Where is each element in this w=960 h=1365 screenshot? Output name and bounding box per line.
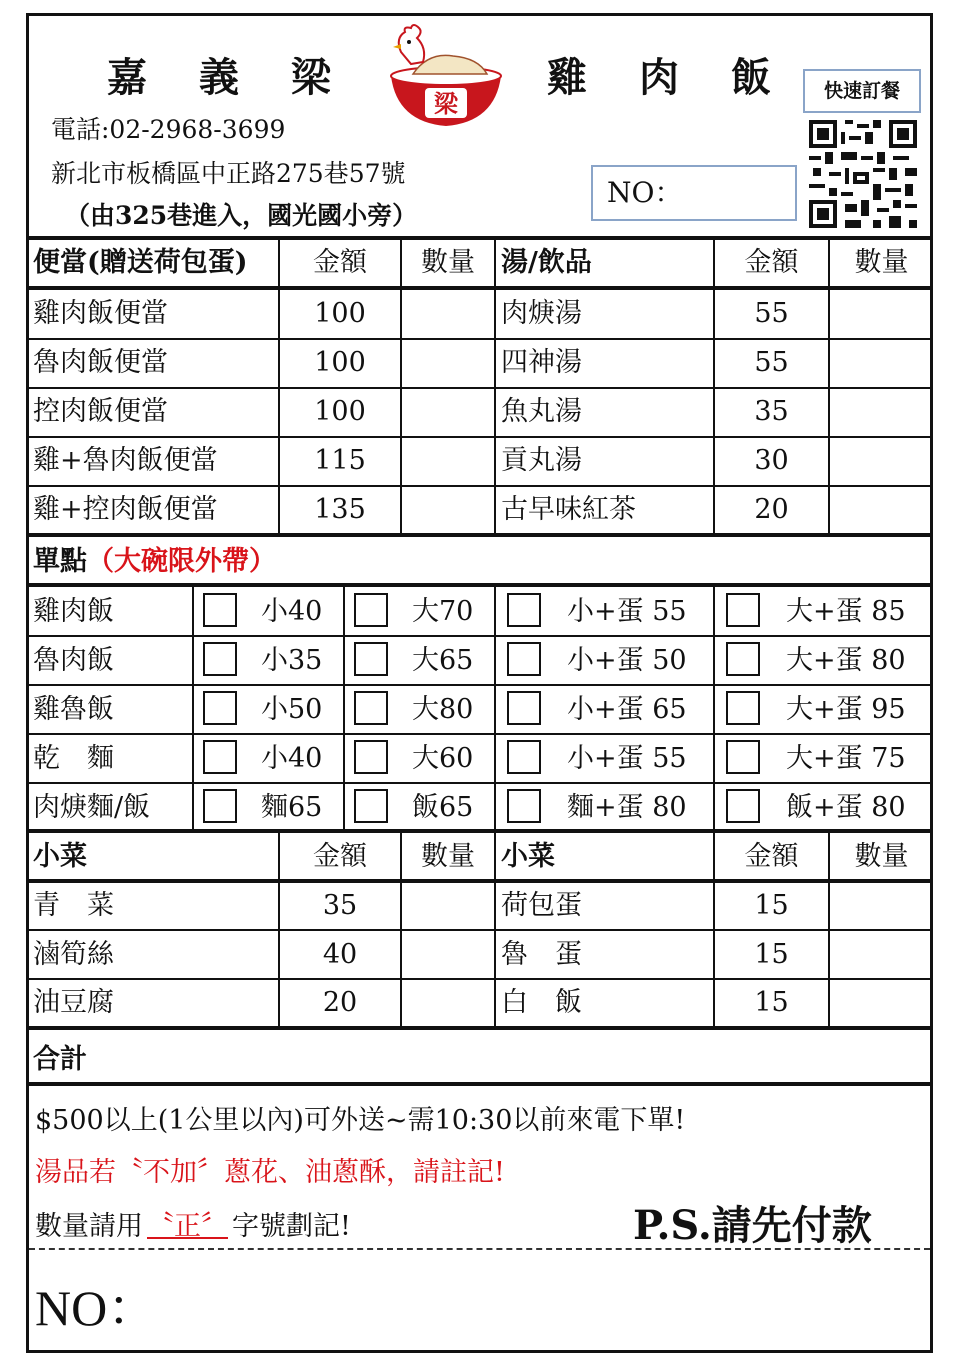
total-label: 合計: [33, 1044, 87, 1075]
prepay-note: P.S.請先付款: [633, 1202, 872, 1249]
bento-qty-header: 數量: [421, 247, 475, 278]
soup-item-name: 古早味紅茶: [501, 494, 636, 525]
option-label: 麵+蛋 80: [567, 792, 687, 823]
option-label: 大+蛋 75: [786, 743, 906, 774]
bento-item-name: 魯肉飯便當: [33, 347, 168, 378]
option-checkbox[interactable]: [726, 789, 760, 823]
soup-qty-header: 數量: [854, 247, 909, 278]
soup-price-header: 金額: [744, 247, 799, 278]
soup-qty-column[interactable]: [830, 290, 933, 533]
sides-left-price-header: 金額: [313, 841, 367, 872]
shop-name-char: 梁: [291, 54, 331, 101]
single-takeout-note: （大碗限外帶）: [87, 546, 276, 577]
footer-order-number[interactable]: NO：: [35, 1280, 158, 1336]
option-checkbox[interactable]: [203, 593, 237, 627]
option-checkbox[interactable]: [726, 740, 760, 774]
option-checkbox[interactable]: [507, 789, 541, 823]
soup-item-name: 四神湯: [501, 347, 582, 378]
option-label: 小+蛋 50: [567, 645, 687, 676]
soup-item-price: 35: [754, 396, 789, 427]
soup-item-name: 魚丸湯: [501, 396, 582, 427]
option-checkbox[interactable]: [354, 789, 388, 823]
option-checkbox[interactable]: [203, 789, 237, 823]
option-label: 小+蛋 55: [567, 596, 687, 627]
option-checkbox[interactable]: [507, 691, 541, 725]
side-item-price: 40: [322, 939, 358, 970]
option-label: 小35: [261, 645, 323, 676]
side-item-name: 油豆腐: [33, 987, 114, 1018]
qr-code-icon[interactable]: [809, 120, 917, 228]
option-label: 大70: [412, 596, 474, 627]
bento-item-price: 100: [314, 347, 366, 378]
sides-left-qty-header: 數量: [421, 841, 475, 872]
bento-price-header: 金額: [313, 247, 367, 278]
shop-name-char: 雞: [547, 54, 587, 101]
tally-suffix: 字號劃記!: [232, 1211, 351, 1242]
option-checkbox[interactable]: [203, 642, 237, 676]
side-item-name: 青 菜: [33, 890, 114, 921]
bento-item-name: 控肉飯便當: [33, 396, 168, 427]
address: 新北市板橋區中正路275巷57號: [51, 159, 406, 188]
sides-right-price-header: 金額: [744, 841, 799, 872]
option-checkbox[interactable]: [203, 740, 237, 774]
shop-name-right: [547, 46, 771, 103]
single-item-name: 魯肉飯: [33, 645, 114, 676]
soup-note: 湯品若〝不加〞蔥花、油蔥酥，請註記!: [35, 1157, 505, 1188]
option-label: 大60: [412, 743, 474, 774]
option-checkbox[interactable]: [507, 642, 541, 676]
bento-qty-column[interactable]: [402, 290, 494, 533]
sides-right-qty-column[interactable]: [830, 883, 933, 1026]
sides-right-title: 小菜: [501, 841, 555, 872]
side-item-name: 白 飯: [501, 987, 582, 1018]
option-label: 大65: [412, 645, 474, 676]
option-checkbox[interactable]: [726, 642, 760, 676]
soup-section-title: 湯/飲品: [501, 247, 592, 278]
soup-item-price: 30: [754, 445, 789, 476]
rooster-bowl-logo: [383, 22, 509, 134]
bento-item-price: 100: [314, 396, 366, 427]
bento-item-name: 雞+控肉飯便當: [33, 494, 218, 525]
side-item-name: 荷包蛋: [501, 890, 582, 921]
sides-left-qty-column[interactable]: [402, 883, 494, 1026]
option-label: 小40: [261, 743, 323, 774]
sides-right-qty-header: 數量: [854, 841, 909, 872]
total-field[interactable]: [109, 1032, 929, 1082]
order-number-field[interactable]: NO：: [591, 165, 797, 221]
tally-note: [35, 1204, 351, 1243]
quick-order-label: 快速訂餐: [803, 69, 921, 113]
bento-item-name: 雞肉飯便當: [33, 298, 168, 329]
option-checkbox[interactable]: [354, 740, 388, 774]
shop-name-char: 義: [199, 54, 239, 101]
order-form: [26, 13, 933, 1353]
soup-item-price: 55: [754, 347, 789, 378]
option-label: 小40: [261, 596, 323, 627]
option-checkbox[interactable]: [507, 740, 541, 774]
option-checkbox[interactable]: [507, 593, 541, 627]
soup-item-name: 貢丸湯: [501, 445, 582, 476]
option-label: 小+蛋 55: [567, 743, 687, 774]
option-checkbox[interactable]: [203, 691, 237, 725]
bento-section-title: 便當(贈送荷包蛋): [33, 247, 248, 278]
option-checkbox[interactable]: [354, 691, 388, 725]
option-checkbox[interactable]: [354, 593, 388, 627]
soup-item-name: 肉焿湯: [501, 298, 582, 329]
side-item-price: 20: [322, 987, 358, 1018]
tally-mark: 〝正〞: [147, 1211, 228, 1242]
soup-item-price: 55: [754, 298, 789, 329]
option-checkbox[interactable]: [354, 642, 388, 676]
side-item-name: 滷筍絲: [33, 939, 114, 970]
bento-item-price: 115: [314, 445, 366, 476]
option-label: 麵65: [261, 792, 323, 823]
option-checkbox[interactable]: [726, 593, 760, 627]
phone: 電話:02-2968-3699: [51, 115, 286, 144]
option-label: 大80: [412, 694, 474, 725]
option-label: 大+蛋 95: [786, 694, 906, 725]
shop-name-char: 嘉: [107, 54, 147, 101]
side-item-name: 魯 蛋: [501, 939, 582, 970]
option-label: 小+蛋 65: [567, 694, 687, 725]
single-item-name: 肉焿麵/飯: [33, 792, 151, 823]
single-item-name: 雞魯飯: [33, 694, 114, 725]
shop-name-left: [107, 46, 331, 103]
tally-prefix: 數量請用: [35, 1211, 143, 1242]
logo-char: 梁: [434, 89, 458, 118]
bento-item-price: 135: [314, 494, 366, 525]
side-item-price: 35: [322, 890, 358, 921]
address-note: （由325巷進入，國光國小旁）: [65, 201, 418, 230]
single-item-name: 乾 麵: [33, 743, 114, 774]
shop-name-char: 飯: [731, 54, 771, 101]
cut-line: [29, 1248, 930, 1250]
single-section-title: [33, 538, 276, 586]
bento-item-name: 雞+魯肉飯便當: [33, 445, 218, 476]
option-label: 飯65: [412, 792, 474, 823]
option-label: 大+蛋 80: [786, 645, 906, 676]
shop-name-char: 肉: [639, 54, 679, 101]
sides-left-title: 小菜: [33, 841, 87, 872]
side-item-price: 15: [754, 890, 789, 921]
soup-item-price: 20: [754, 494, 789, 525]
side-item-price: 15: [754, 987, 789, 1018]
bento-item-price: 100: [314, 298, 366, 329]
option-label: 飯+蛋 80: [786, 792, 906, 823]
single-item-name: 雞肉飯: [33, 596, 114, 627]
delivery-note: $500以上(1公里以內)可外送~需10:30以前來電下單!: [35, 1105, 686, 1136]
single-title-text: 單點: [33, 546, 87, 577]
option-label: 小50: [261, 694, 323, 725]
side-item-price: 15: [754, 939, 789, 970]
option-checkbox[interactable]: [726, 691, 760, 725]
option-label: 大+蛋 85: [786, 596, 906, 627]
